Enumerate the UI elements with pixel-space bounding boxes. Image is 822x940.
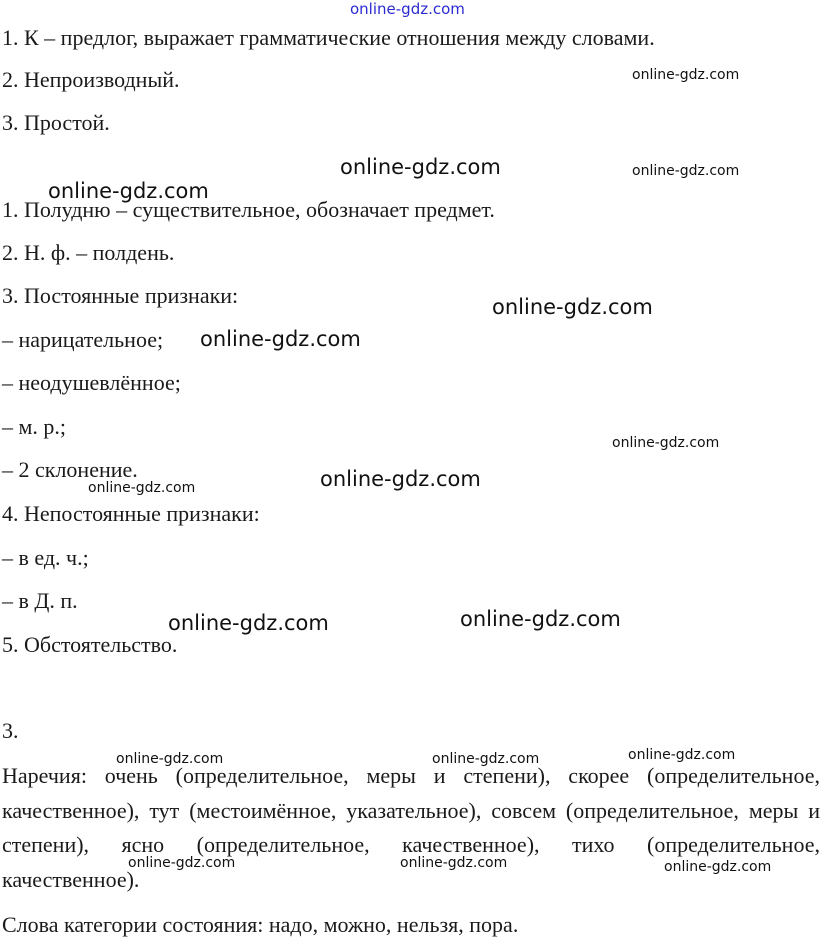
watermark: online-gdz.com — [88, 480, 196, 496]
s2-line-5: – неодушевлённое; — [2, 370, 181, 395]
watermark: online-gdz.com — [320, 467, 481, 491]
watermark: online-gdz.com — [168, 611, 329, 635]
watermark: online-gdz.com — [400, 855, 508, 871]
s1-line-2: 2. Непроизводный. — [2, 67, 180, 92]
s3-state-words: Слова категории состояния: надо, можно, нельзя, пора. — [2, 912, 519, 937]
watermark: online-gdz.com — [340, 155, 501, 179]
watermark: online-gdz.com — [628, 747, 736, 763]
watermark: online-gdz.com — [664, 859, 772, 875]
watermark-top: online-gdz.com — [350, 0, 465, 18]
s2-line-7: – 2 склонение. — [2, 457, 138, 482]
s3-number: 3. — [2, 718, 19, 743]
s2-line-10: – в Д. п. — [2, 588, 78, 613]
s2-line-4: – нарицательное; — [2, 327, 164, 352]
watermark: online-gdz.com — [48, 179, 209, 203]
s2-line-11: 5. Обстоятельство. — [2, 632, 178, 657]
watermark: online-gdz.com — [632, 163, 740, 179]
s2-line-6: – м. р.; — [2, 414, 67, 439]
watermark: online-gdz.com — [632, 67, 740, 83]
s2-line-1: 1. Полудню – существительное, обозначает предмет. — [2, 197, 495, 222]
watermark: online-gdz.com — [492, 295, 653, 319]
s2-line-3: 3. Постоянные признаки: — [2, 283, 239, 308]
s2-line-2: 2. Н. ф. – полдень. — [2, 240, 175, 265]
watermark: online-gdz.com — [460, 607, 621, 631]
s3-adverbs-paragraph: Наречия: очень (определительное, меры и степени), скорее (определительное, качественное), тут (местоимённое, указательное), совсем (определительное, меры и степени), ясно (определительное, качественное), тихо (определительное, качественное). — [2, 763, 820, 892]
s2-line-8: 4. Непостоянные признаки: — [2, 501, 260, 526]
watermark: online-gdz.com — [432, 751, 540, 767]
s2-line-9: – в ед. ч.; — [2, 545, 89, 570]
watermark: online-gdz.com — [612, 435, 720, 451]
s1-line-1: 1. К – предлог, выражает грамматические отношения между словами. — [2, 25, 655, 50]
s1-line-3: 3. Простой. — [2, 110, 110, 135]
watermark: online-gdz.com — [128, 855, 236, 871]
watermark: online-gdz.com — [200, 327, 361, 351]
watermark: online-gdz.com — [116, 751, 224, 767]
